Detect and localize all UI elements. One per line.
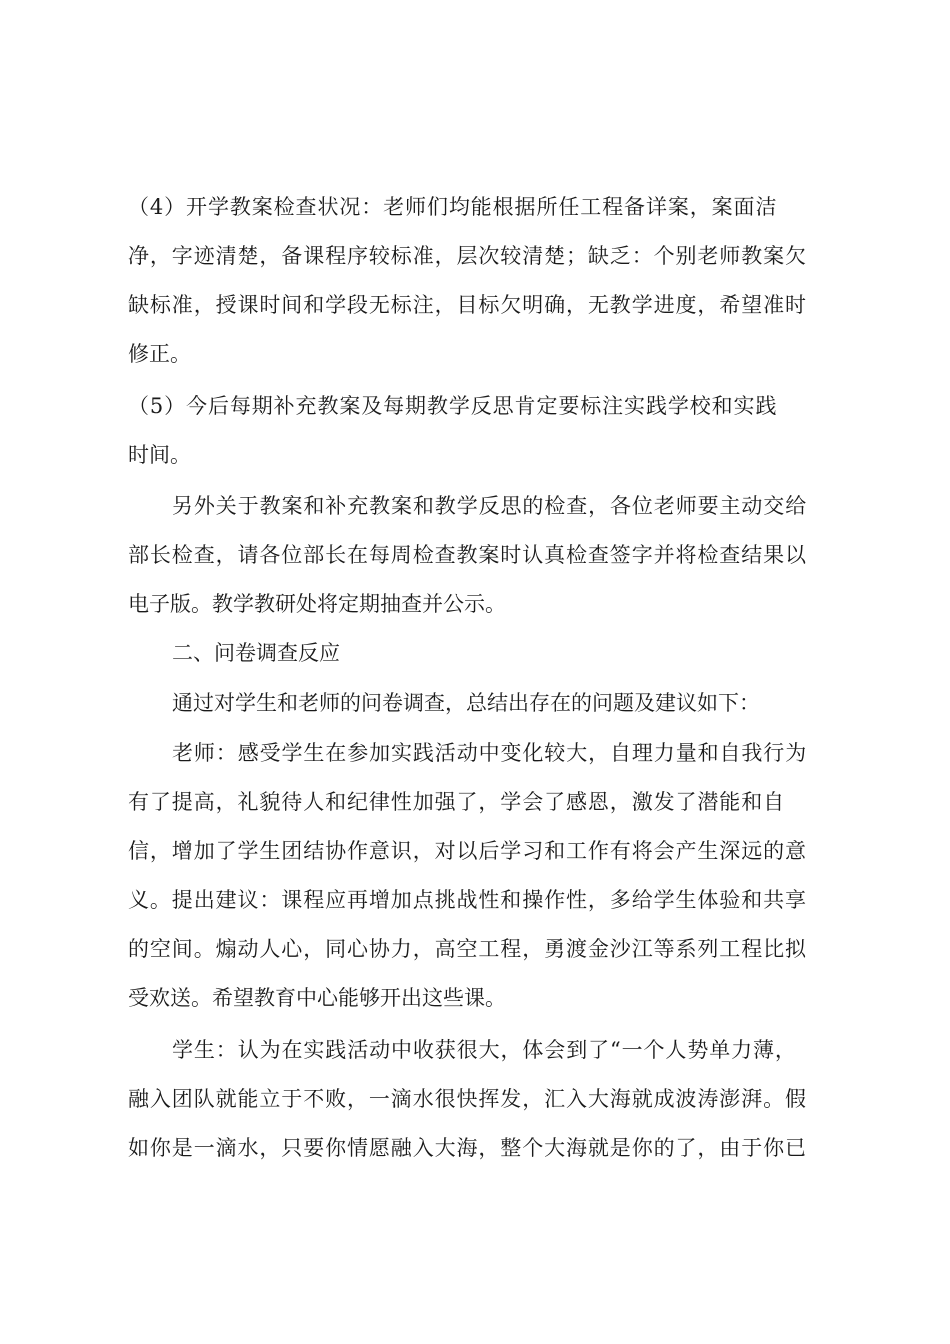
paragraph-5-line-1: （5）今后每期补充教案及每期教学反思肯定要标注实践学校和实践 (128, 394, 778, 418)
paragraph-4-line-3: 缺标准，授课时间和学段无标注，目标欠明确，无教学进度，希望准时 (128, 293, 807, 317)
section-heading-survey: 二、问卷调查反应 (172, 641, 340, 665)
paragraph-additional-line-2: 部长检查，请各位部长在每周检查教案时认真检查签字并将检查结果以 (128, 543, 807, 567)
paragraph-4-line-1: （4）开学教案检查状况：老师们均能根据所任工程备详案，案面洁 (128, 195, 778, 219)
paragraph-5-line-2: 时间。 (128, 443, 191, 467)
paragraph-additional-line-1: 另外关于教案和补充教案和教学反思的检查，各位老师要主动交给 (172, 494, 808, 518)
paragraph-4-line-4: 修正。 (128, 342, 191, 366)
teacher-feedback-line-5: 的空间。煽动人心，同心协力，高空工程，勇渡金沙江等系列工程比拟 (128, 937, 807, 961)
student-feedback-line-1: 学生：认为在实践活动中收获很大，体会到了“一个人势单力薄， (172, 1038, 797, 1062)
teacher-feedback-line-6: 受欢送。希望教育中心能够开出这些课。 (128, 986, 506, 1010)
teacher-feedback-line-3: 信，增加了学生团结协作意识，对以后学习和工作有将会产生深远的意 (128, 839, 807, 863)
teacher-feedback-line-2: 有了提高，礼貌待人和纪律性加强了，学会了感恩，激发了潜能和自 (128, 790, 785, 814)
student-feedback-line-3: 如你是一滴水，只要你情愿融入大海，整个大海就是你的了，由于你已 (128, 1136, 807, 1160)
teacher-feedback-line-4: 义。提出建议：课程应再增加点挑战性和操作性，多给学生体验和共享 (128, 888, 807, 912)
paragraph-additional-line-3: 电子版。教学教研处将定期抽查并公示。 (128, 592, 506, 616)
survey-intro: 通过对学生和老师的问卷调查，总结出存在的问题及建议如下： (172, 691, 760, 715)
student-feedback-line-2: 融入团队就能立于不败，一滴水很快挥发，汇入大海就成波涛澎湃。假 (128, 1087, 807, 1111)
paragraph-4-line-2: 净，字迹清楚，备课程序较标准，层次较清楚；缺乏：个别老师教案欠 (128, 244, 807, 268)
teacher-feedback-line-1: 老师：感受学生在参加实践活动中变化较大，自理力量和自我行为 (172, 741, 808, 765)
